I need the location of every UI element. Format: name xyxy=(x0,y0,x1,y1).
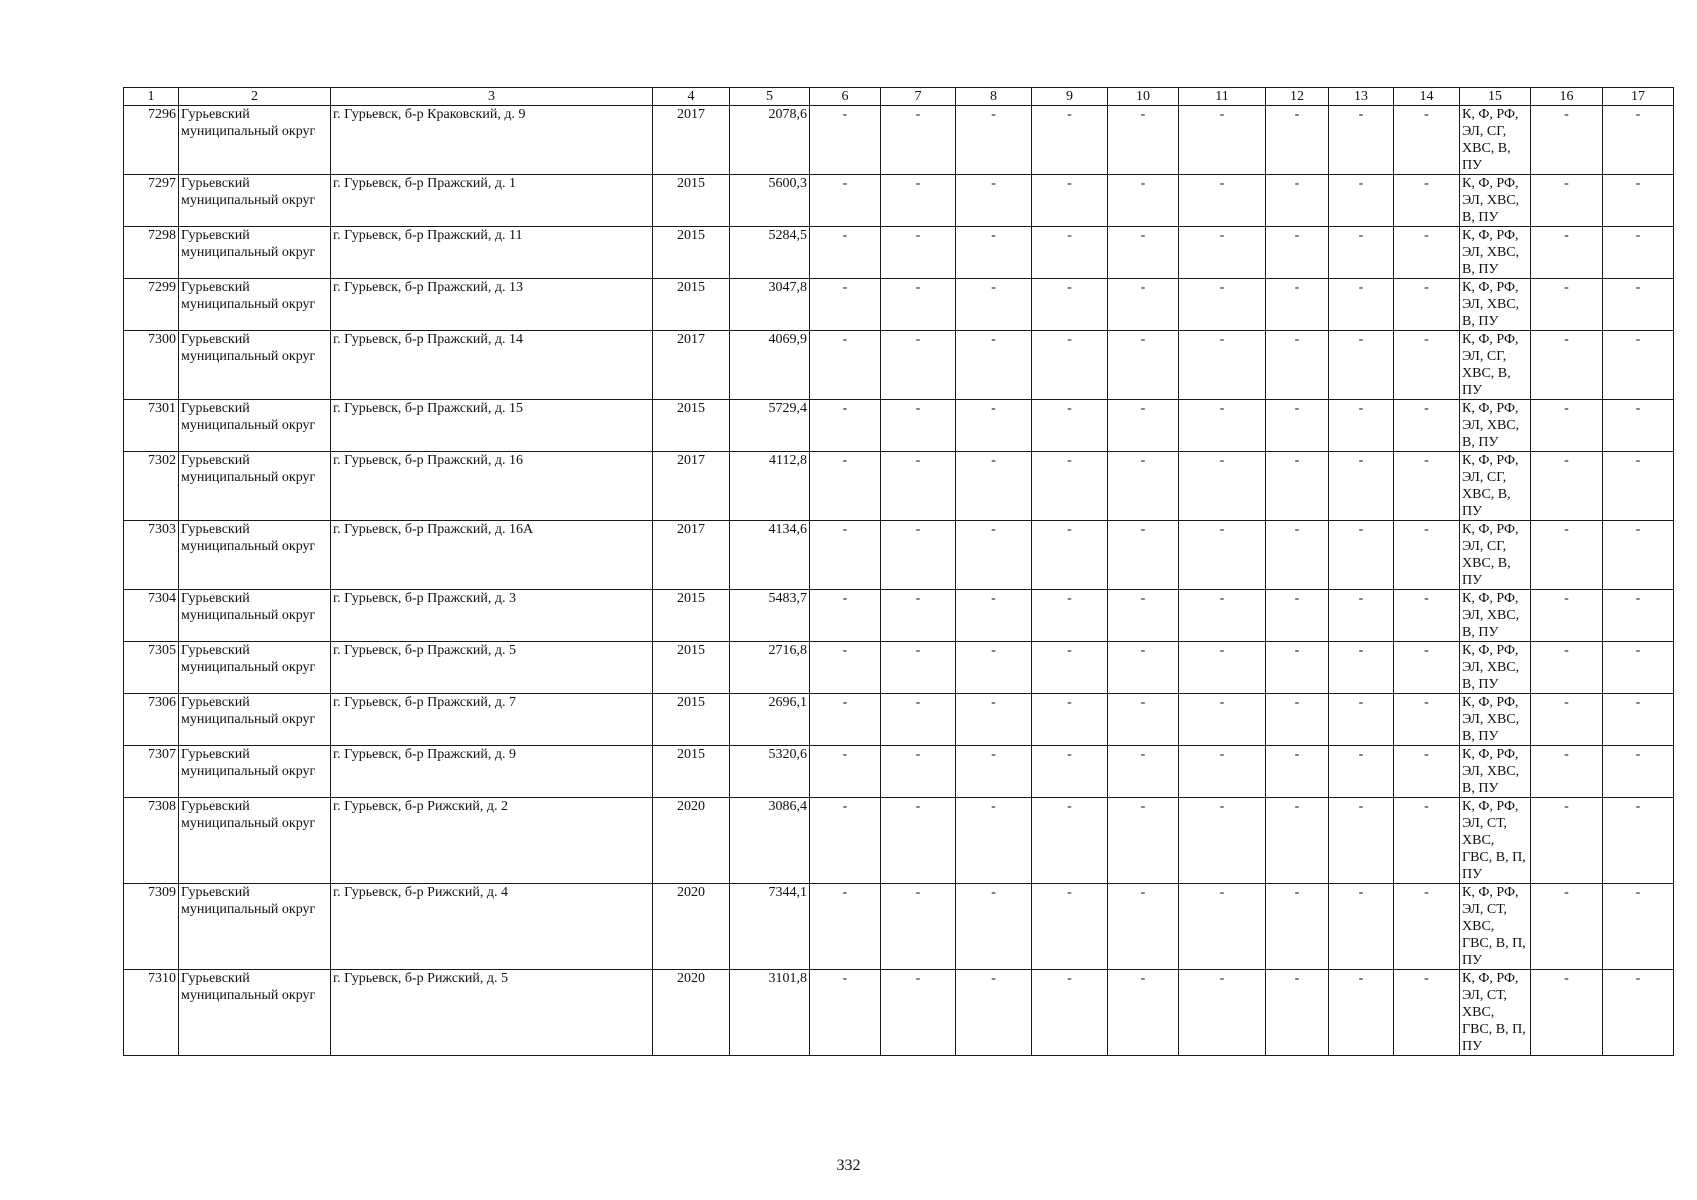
address-cell: г. Гурьевск, б-р Рижский, д. 2 xyxy=(331,798,653,884)
col-16-cell: - xyxy=(1531,331,1603,400)
col-6-cell: - xyxy=(810,452,881,521)
col-11-cell: - xyxy=(1179,746,1266,798)
col-6-cell: - xyxy=(810,798,881,884)
col-10-cell: - xyxy=(1108,452,1179,521)
works-cell: К, Ф, РФ, ЭЛ, ХВС, В, ПУ xyxy=(1460,694,1531,746)
col-9-cell: - xyxy=(1032,798,1108,884)
col-12-cell: - xyxy=(1266,227,1329,279)
col-8-cell: - xyxy=(956,746,1032,798)
works-cell: К, Ф, РФ, ЭЛ, ХВС, В, ПУ xyxy=(1460,400,1531,452)
col-13-cell: - xyxy=(1329,746,1394,798)
col-17-cell: - xyxy=(1603,227,1674,279)
year-cell: 2015 xyxy=(653,746,730,798)
municipality-cell: Гурьевский муниципальный округ xyxy=(179,884,331,970)
table-row xyxy=(124,106,1674,175)
col-11-cell: - xyxy=(1179,452,1266,521)
col-11-cell: - xyxy=(1179,521,1266,590)
col-9-cell: - xyxy=(1032,746,1108,798)
register-table xyxy=(123,87,1674,1056)
col-9-cell: - xyxy=(1032,106,1108,175)
col-7-cell: - xyxy=(881,279,956,331)
municipality-cell: Гурьевский муниципальный округ xyxy=(179,452,331,521)
column-header-10: 10 xyxy=(1108,88,1179,106)
table-row xyxy=(124,227,1674,279)
col-7-cell: - xyxy=(881,175,956,227)
col-10-cell: - xyxy=(1108,279,1179,331)
col-8-cell: - xyxy=(956,331,1032,400)
col-6-cell: - xyxy=(810,279,881,331)
col-12-cell: - xyxy=(1266,331,1329,400)
table-row xyxy=(124,175,1674,227)
col-11-cell: - xyxy=(1179,884,1266,970)
municipality-cell: Гурьевский муниципальный округ xyxy=(179,746,331,798)
col-16-cell: - xyxy=(1531,227,1603,279)
col-6-cell: - xyxy=(810,331,881,400)
col-11-cell: - xyxy=(1179,227,1266,279)
col-11-cell: - xyxy=(1179,798,1266,884)
col-7-cell: - xyxy=(881,746,956,798)
col-10-cell: - xyxy=(1108,331,1179,400)
address-cell: г. Гурьевск, б-р Рижский, д. 5 xyxy=(331,970,653,1056)
col-13-cell: - xyxy=(1329,694,1394,746)
col-10-cell: - xyxy=(1108,642,1179,694)
col-17-cell: - xyxy=(1603,884,1674,970)
address-cell: г. Гурьевск, б-р Пражский, д. 1 xyxy=(331,175,653,227)
address-cell: г. Гурьевск, б-р Пражский, д. 16 xyxy=(331,452,653,521)
address-cell: г. Гурьевск, б-р Пражский, д. 9 xyxy=(331,746,653,798)
municipality-cell: Гурьевский муниципальный округ xyxy=(179,331,331,400)
col-14-cell: - xyxy=(1394,106,1460,175)
area-cell: 2696,1 xyxy=(730,694,810,746)
column-header-7: 7 xyxy=(881,88,956,106)
col-7-cell: - xyxy=(881,521,956,590)
area-cell: 3086,4 xyxy=(730,798,810,884)
table-row xyxy=(124,884,1674,970)
row-number: 7309 xyxy=(124,884,179,970)
works-cell: К, Ф, РФ, ЭЛ, СГ, ХВС, В, ПУ xyxy=(1460,331,1531,400)
works-cell: К, Ф, РФ, ЭЛ, СГ, ХВС, В, ПУ xyxy=(1460,452,1531,521)
table-body xyxy=(124,106,1674,1056)
col-17-cell: - xyxy=(1603,175,1674,227)
col-13-cell: - xyxy=(1329,798,1394,884)
year-cell: 2020 xyxy=(653,884,730,970)
col-16-cell: - xyxy=(1531,746,1603,798)
col-7-cell: - xyxy=(881,884,956,970)
col-8-cell: - xyxy=(956,694,1032,746)
works-cell: К, Ф, РФ, ЭЛ, СГ, ХВС, В, ПУ xyxy=(1460,106,1531,175)
col-14-cell: - xyxy=(1394,400,1460,452)
col-6-cell: - xyxy=(810,521,881,590)
col-7-cell: - xyxy=(881,331,956,400)
table-row xyxy=(124,746,1674,798)
col-10-cell: - xyxy=(1108,175,1179,227)
col-11-cell: - xyxy=(1179,400,1266,452)
year-cell: 2015 xyxy=(653,590,730,642)
col-9-cell: - xyxy=(1032,884,1108,970)
col-8-cell: - xyxy=(956,400,1032,452)
col-8-cell: - xyxy=(956,798,1032,884)
col-11-cell: - xyxy=(1179,590,1266,642)
col-13-cell: - xyxy=(1329,331,1394,400)
address-cell: г. Гурьевск, б-р Пражский, д. 11 xyxy=(331,227,653,279)
col-17-cell: - xyxy=(1603,642,1674,694)
col-10-cell: - xyxy=(1108,746,1179,798)
municipality-cell: Гурьевский муниципальный округ xyxy=(179,521,331,590)
area-cell: 2078,6 xyxy=(730,106,810,175)
col-16-cell: - xyxy=(1531,798,1603,884)
works-cell: К, Ф, РФ, ЭЛ, ХВС, В, ПУ xyxy=(1460,590,1531,642)
municipality-cell: Гурьевский муниципальный округ xyxy=(179,227,331,279)
col-8-cell: - xyxy=(956,106,1032,175)
year-cell: 2015 xyxy=(653,175,730,227)
col-6-cell: - xyxy=(810,746,881,798)
col-8-cell: - xyxy=(956,227,1032,279)
works-cell: К, Ф, РФ, ЭЛ, СТ, ХВС, ГВС, В, П, ПУ xyxy=(1460,970,1531,1056)
address-cell: г. Гурьевск, б-р Пражский, д. 7 xyxy=(331,694,653,746)
address-cell: г. Гурьевск, б-р Пражский, д. 14 xyxy=(331,331,653,400)
address-cell: г. Гурьевск, б-р Пражский, д. 13 xyxy=(331,279,653,331)
table-row xyxy=(124,452,1674,521)
works-cell: К, Ф, РФ, ЭЛ, СТ, ХВС, ГВС, В, П, ПУ xyxy=(1460,798,1531,884)
row-number: 7299 xyxy=(124,279,179,331)
col-9-cell: - xyxy=(1032,694,1108,746)
table-row xyxy=(124,279,1674,331)
col-7-cell: - xyxy=(881,106,956,175)
col-14-cell: - xyxy=(1394,970,1460,1056)
col-12-cell: - xyxy=(1266,452,1329,521)
col-17-cell: - xyxy=(1603,694,1674,746)
col-10-cell: - xyxy=(1108,694,1179,746)
col-6-cell: - xyxy=(810,227,881,279)
table-row xyxy=(124,331,1674,400)
col-13-cell: - xyxy=(1329,175,1394,227)
col-10-cell: - xyxy=(1108,106,1179,175)
column-header-14: 14 xyxy=(1394,88,1460,106)
col-12-cell: - xyxy=(1266,106,1329,175)
col-7-cell: - xyxy=(881,970,956,1056)
area-cell: 2716,8 xyxy=(730,642,810,694)
col-7-cell: - xyxy=(881,227,956,279)
municipality-cell: Гурьевский муниципальный округ xyxy=(179,694,331,746)
column-header-3: 3 xyxy=(331,88,653,106)
col-10-cell: - xyxy=(1108,970,1179,1056)
municipality-cell: Гурьевский муниципальный округ xyxy=(179,279,331,331)
col-7-cell: - xyxy=(881,400,956,452)
col-17-cell: - xyxy=(1603,452,1674,521)
col-6-cell: - xyxy=(810,590,881,642)
col-12-cell: - xyxy=(1266,175,1329,227)
row-number: 7298 xyxy=(124,227,179,279)
municipality-cell: Гурьевский муниципальный округ xyxy=(179,798,331,884)
area-cell: 5320,6 xyxy=(730,746,810,798)
address-cell: г. Гурьевск, б-р Пражский, д. 15 xyxy=(331,400,653,452)
row-number: 7300 xyxy=(124,331,179,400)
col-16-cell: - xyxy=(1531,279,1603,331)
col-11-cell: - xyxy=(1179,106,1266,175)
col-11-cell: - xyxy=(1179,970,1266,1056)
column-header-1: 1 xyxy=(124,88,179,106)
area-cell: 5729,4 xyxy=(730,400,810,452)
year-cell: 2020 xyxy=(653,798,730,884)
col-14-cell: - xyxy=(1394,175,1460,227)
column-header-17: 17 xyxy=(1603,88,1674,106)
column-header-16: 16 xyxy=(1531,88,1603,106)
col-14-cell: - xyxy=(1394,279,1460,331)
col-14-cell: - xyxy=(1394,227,1460,279)
col-16-cell: - xyxy=(1531,452,1603,521)
page-number: 332 xyxy=(836,1157,861,1174)
col-7-cell: - xyxy=(881,694,956,746)
col-6-cell: - xyxy=(810,970,881,1056)
column-header-5: 5 xyxy=(730,88,810,106)
col-13-cell: - xyxy=(1329,884,1394,970)
col-9-cell: - xyxy=(1032,452,1108,521)
col-7-cell: - xyxy=(881,452,956,521)
col-6-cell: - xyxy=(810,642,881,694)
municipality-cell: Гурьевский муниципальный округ xyxy=(179,400,331,452)
row-number: 7304 xyxy=(124,590,179,642)
col-11-cell: - xyxy=(1179,331,1266,400)
col-13-cell: - xyxy=(1329,970,1394,1056)
municipality-cell: Гурьевский муниципальный округ xyxy=(179,590,331,642)
col-12-cell: - xyxy=(1266,884,1329,970)
row-number: 7297 xyxy=(124,175,179,227)
col-13-cell: - xyxy=(1329,400,1394,452)
area-cell: 5600,3 xyxy=(730,175,810,227)
works-cell: К, Ф, РФ, ЭЛ, ХВС, В, ПУ xyxy=(1460,642,1531,694)
year-cell: 2020 xyxy=(653,970,730,1056)
area-cell: 5483,7 xyxy=(730,590,810,642)
col-11-cell: - xyxy=(1179,279,1266,331)
row-number: 7303 xyxy=(124,521,179,590)
col-16-cell: - xyxy=(1531,106,1603,175)
col-14-cell: - xyxy=(1394,331,1460,400)
col-8-cell: - xyxy=(956,452,1032,521)
area-cell: 5284,5 xyxy=(730,227,810,279)
works-cell: К, Ф, РФ, ЭЛ, ХВС, В, ПУ xyxy=(1460,175,1531,227)
year-cell: 2017 xyxy=(653,452,730,521)
column-header-6: 6 xyxy=(810,88,881,106)
col-17-cell: - xyxy=(1603,279,1674,331)
col-14-cell: - xyxy=(1394,746,1460,798)
col-10-cell: - xyxy=(1108,884,1179,970)
col-8-cell: - xyxy=(956,279,1032,331)
area-cell: 3101,8 xyxy=(730,970,810,1056)
col-14-cell: - xyxy=(1394,590,1460,642)
col-6-cell: - xyxy=(810,106,881,175)
row-number: 7301 xyxy=(124,400,179,452)
year-cell: 2015 xyxy=(653,400,730,452)
col-13-cell: - xyxy=(1329,106,1394,175)
col-9-cell: - xyxy=(1032,227,1108,279)
col-7-cell: - xyxy=(881,642,956,694)
column-header-13: 13 xyxy=(1329,88,1394,106)
col-17-cell: - xyxy=(1603,521,1674,590)
col-17-cell: - xyxy=(1603,970,1674,1056)
area-cell: 7344,1 xyxy=(730,884,810,970)
col-8-cell: - xyxy=(956,590,1032,642)
col-11-cell: - xyxy=(1179,694,1266,746)
col-8-cell: - xyxy=(956,175,1032,227)
col-14-cell: - xyxy=(1394,798,1460,884)
column-header-9: 9 xyxy=(1032,88,1108,106)
col-16-cell: - xyxy=(1531,970,1603,1056)
table-row xyxy=(124,798,1674,884)
column-header-2: 2 xyxy=(179,88,331,106)
address-cell: г. Гурьевск, б-р Пражский, д. 5 xyxy=(331,642,653,694)
col-17-cell: - xyxy=(1603,106,1674,175)
col-9-cell: - xyxy=(1032,970,1108,1056)
row-number: 7307 xyxy=(124,746,179,798)
col-14-cell: - xyxy=(1394,884,1460,970)
municipality-cell: Гурьевский муниципальный округ xyxy=(179,106,331,175)
col-13-cell: - xyxy=(1329,279,1394,331)
col-12-cell: - xyxy=(1266,798,1329,884)
col-6-cell: - xyxy=(810,400,881,452)
col-17-cell: - xyxy=(1603,331,1674,400)
col-12-cell: - xyxy=(1266,279,1329,331)
col-14-cell: - xyxy=(1394,694,1460,746)
column-header-4: 4 xyxy=(653,88,730,106)
col-16-cell: - xyxy=(1531,400,1603,452)
col-17-cell: - xyxy=(1603,746,1674,798)
col-14-cell: - xyxy=(1394,642,1460,694)
col-6-cell: - xyxy=(810,694,881,746)
table-row xyxy=(124,970,1674,1056)
col-8-cell: - xyxy=(956,970,1032,1056)
row-number: 7305 xyxy=(124,642,179,694)
address-cell: г. Гурьевск, б-р Рижский, д. 4 xyxy=(331,884,653,970)
col-16-cell: - xyxy=(1531,590,1603,642)
col-13-cell: - xyxy=(1329,452,1394,521)
year-cell: 2015 xyxy=(653,279,730,331)
table-row xyxy=(124,642,1674,694)
col-17-cell: - xyxy=(1603,400,1674,452)
col-6-cell: - xyxy=(810,175,881,227)
col-10-cell: - xyxy=(1108,227,1179,279)
col-12-cell: - xyxy=(1266,400,1329,452)
col-8-cell: - xyxy=(956,521,1032,590)
row-number: 7310 xyxy=(124,970,179,1056)
works-cell: К, Ф, РФ, ЭЛ, ХВС, В, ПУ xyxy=(1460,227,1531,279)
address-cell: г. Гурьевск, б-р Пражский, д. 16А xyxy=(331,521,653,590)
column-header-8: 8 xyxy=(956,88,1032,106)
address-cell: г. Гурьевск, б-р Краковский, д. 9 xyxy=(331,106,653,175)
year-cell: 2015 xyxy=(653,227,730,279)
col-17-cell: - xyxy=(1603,798,1674,884)
col-12-cell: - xyxy=(1266,970,1329,1056)
col-14-cell: - xyxy=(1394,521,1460,590)
col-12-cell: - xyxy=(1266,694,1329,746)
col-12-cell: - xyxy=(1266,590,1329,642)
col-16-cell: - xyxy=(1531,884,1603,970)
col-7-cell: - xyxy=(881,590,956,642)
col-12-cell: - xyxy=(1266,642,1329,694)
area-cell: 4069,9 xyxy=(730,331,810,400)
works-cell: К, Ф, РФ, ЭЛ, ХВС, В, ПУ xyxy=(1460,746,1531,798)
col-10-cell: - xyxy=(1108,400,1179,452)
row-number: 7302 xyxy=(124,452,179,521)
col-16-cell: - xyxy=(1531,642,1603,694)
area-cell: 4112,8 xyxy=(730,452,810,521)
row-number: 7306 xyxy=(124,694,179,746)
col-10-cell: - xyxy=(1108,798,1179,884)
year-cell: 2015 xyxy=(653,694,730,746)
col-8-cell: - xyxy=(956,884,1032,970)
col-13-cell: - xyxy=(1329,227,1394,279)
col-13-cell: - xyxy=(1329,642,1394,694)
col-11-cell: - xyxy=(1179,642,1266,694)
col-6-cell: - xyxy=(810,884,881,970)
col-9-cell: - xyxy=(1032,331,1108,400)
column-header-12: 12 xyxy=(1266,88,1329,106)
address-cell: г. Гурьевск, б-р Пражский, д. 3 xyxy=(331,590,653,642)
col-17-cell: - xyxy=(1603,590,1674,642)
year-cell: 2015 xyxy=(653,642,730,694)
col-9-cell: - xyxy=(1032,279,1108,331)
area-cell: 3047,8 xyxy=(730,279,810,331)
col-13-cell: - xyxy=(1329,590,1394,642)
col-9-cell: - xyxy=(1032,521,1108,590)
municipality-cell: Гурьевский муниципальный округ xyxy=(179,642,331,694)
works-cell: К, Ф, РФ, ЭЛ, СТ, ХВС, ГВС, В, П, ПУ xyxy=(1460,884,1531,970)
column-header-15: 15 xyxy=(1460,88,1531,106)
table-row xyxy=(124,590,1674,642)
row-number: 7308 xyxy=(124,798,179,884)
col-9-cell: - xyxy=(1032,642,1108,694)
col-10-cell: - xyxy=(1108,590,1179,642)
col-10-cell: - xyxy=(1108,521,1179,590)
col-9-cell: - xyxy=(1032,590,1108,642)
year-cell: 2017 xyxy=(653,331,730,400)
col-11-cell: - xyxy=(1179,175,1266,227)
year-cell: 2017 xyxy=(653,521,730,590)
col-9-cell: - xyxy=(1032,175,1108,227)
area-cell: 4134,6 xyxy=(730,521,810,590)
col-14-cell: - xyxy=(1394,452,1460,521)
col-13-cell: - xyxy=(1329,521,1394,590)
col-16-cell: - xyxy=(1531,694,1603,746)
col-7-cell: - xyxy=(881,798,956,884)
municipality-cell: Гурьевский муниципальный округ xyxy=(179,175,331,227)
municipality-cell: Гурьевский муниципальный округ xyxy=(179,970,331,1056)
col-12-cell: - xyxy=(1266,521,1329,590)
col-16-cell: - xyxy=(1531,521,1603,590)
year-cell: 2017 xyxy=(653,106,730,175)
col-12-cell: - xyxy=(1266,746,1329,798)
table-row xyxy=(124,400,1674,452)
works-cell: К, Ф, РФ, ЭЛ, СГ, ХВС, В, ПУ xyxy=(1460,521,1531,590)
works-cell: К, Ф, РФ, ЭЛ, ХВС, В, ПУ xyxy=(1460,279,1531,331)
header-row xyxy=(124,88,1674,106)
col-8-cell: - xyxy=(956,642,1032,694)
col-9-cell: - xyxy=(1032,400,1108,452)
row-number: 7296 xyxy=(124,106,179,175)
table-row xyxy=(124,694,1674,746)
column-header-11: 11 xyxy=(1179,88,1266,106)
table-row xyxy=(124,521,1674,590)
col-16-cell: - xyxy=(1531,175,1603,227)
